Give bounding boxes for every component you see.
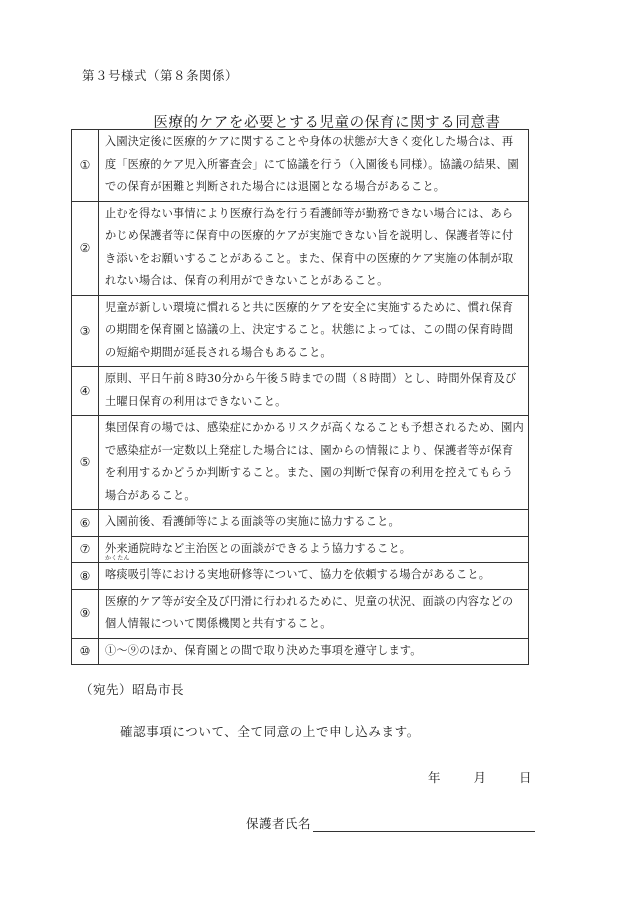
term-row [72, 510, 529, 537]
date-year-label: 年 [428, 770, 441, 785]
signature-line[interactable] [313, 817, 535, 832]
term-number: ⑤ [72, 416, 99, 510]
term-text-with-ruby [99, 555, 529, 590]
term-row [72, 536, 529, 563]
term-row [72, 638, 529, 665]
form-number: 第３号様式（第８条関係） [82, 68, 239, 83]
term-number: ⑥ [72, 510, 99, 537]
term-text: ①～⑨のほか、保育園との間で取り決めた事項を遵守します。 [99, 638, 529, 665]
term-number: ② [72, 201, 99, 295]
document-title: 医療的ケアを必要とする児童の保育に関する同意書 [153, 115, 501, 131]
term-row [72, 416, 529, 510]
term-row [72, 295, 529, 367]
ruby-annotated-word [105, 555, 130, 587]
date-line [428, 768, 532, 786]
term-text: 児童が新しい環境に慣れると共に医療的ケアを安全に実施するために、慣れ保育の期間を保育園と協議の上、決定すること。状態によっては、この間の保育時間の短縮や期間が延長される場合もあること。 [99, 295, 529, 367]
term-text: 外来通院時など主治医との面談ができるよう協力すること。 [99, 536, 529, 563]
term-text: 止むを得ない事情により医療行為を行う看護師等が勤務できない場合には、あらかじめ保護者等に保育中の医療的ケアが実施できない旨を説明し、保護者等に付き添いをお願いすることがあること。また、保育中の医療的ケア実施の体制が取れない場合は、保育の利用ができないことがあること。 [99, 201, 529, 295]
term-number: ⑦ [72, 536, 99, 563]
addressee: （宛先）昭島市長 [80, 682, 185, 697]
ruby-reading: かくたん [105, 555, 130, 562]
term-number: ⑨ [72, 589, 99, 638]
term-text: 医療的ケア等が安全及び円滑に行われるために、児童の状況、面談の内容などの個人情報について関係機関と共有すること。 [99, 589, 529, 638]
term-text: 入園決定後に医療的ケアに関することや身体の状態が大きく変化した場合は、再度「医療的ケア児入所審査会」にて協議を行う（入園後も同様）。協議の結果、園での保育が困難と判断された場合には退園となる場合があること。 [99, 130, 529, 202]
term-text: 入園前後、看護師等による面談等の実施に協力すること。 [99, 510, 529, 537]
term-number: ③ [72, 295, 99, 367]
term-number: ① [72, 130, 99, 202]
term-number: ④ [72, 367, 99, 416]
term-text: 集団保育の場では、感染症にかかるリスクが高くなることも予想されるため、園内で感染症が一定数以上発症した場合には、園からの情報により、保護者等が保育を利用するかどうか判断すること。また、園の判断で保育の利用を控えてもらう場合があること。 [99, 416, 529, 510]
term-text: 吸引等における実地研修等について、協力を依頼する場合があること。 [127, 568, 491, 581]
term-row [72, 589, 529, 638]
term-row [72, 367, 529, 416]
term-row [72, 563, 529, 590]
signature-label: 保護者氏名 [246, 816, 312, 831]
term-text: 原則、平日午前８時30分から午後５時までの間（８時間）とし、時間外保育及び土曜日保育の利用はできないこと。 [99, 367, 529, 416]
term-number: ⑩ [72, 638, 99, 665]
ruby-base: 喀痰 [105, 568, 128, 581]
term-number: ⑧ [72, 563, 99, 590]
date-day-label: 日 [519, 770, 532, 785]
signature-block [246, 814, 535, 832]
date-month-label: 月 [473, 770, 487, 785]
agreement-statement: 確認事項について、全て同意の上で申し込みます。 [120, 724, 420, 739]
term-row [72, 201, 529, 295]
term-row [72, 130, 529, 202]
consent-terms-table [71, 129, 529, 665]
